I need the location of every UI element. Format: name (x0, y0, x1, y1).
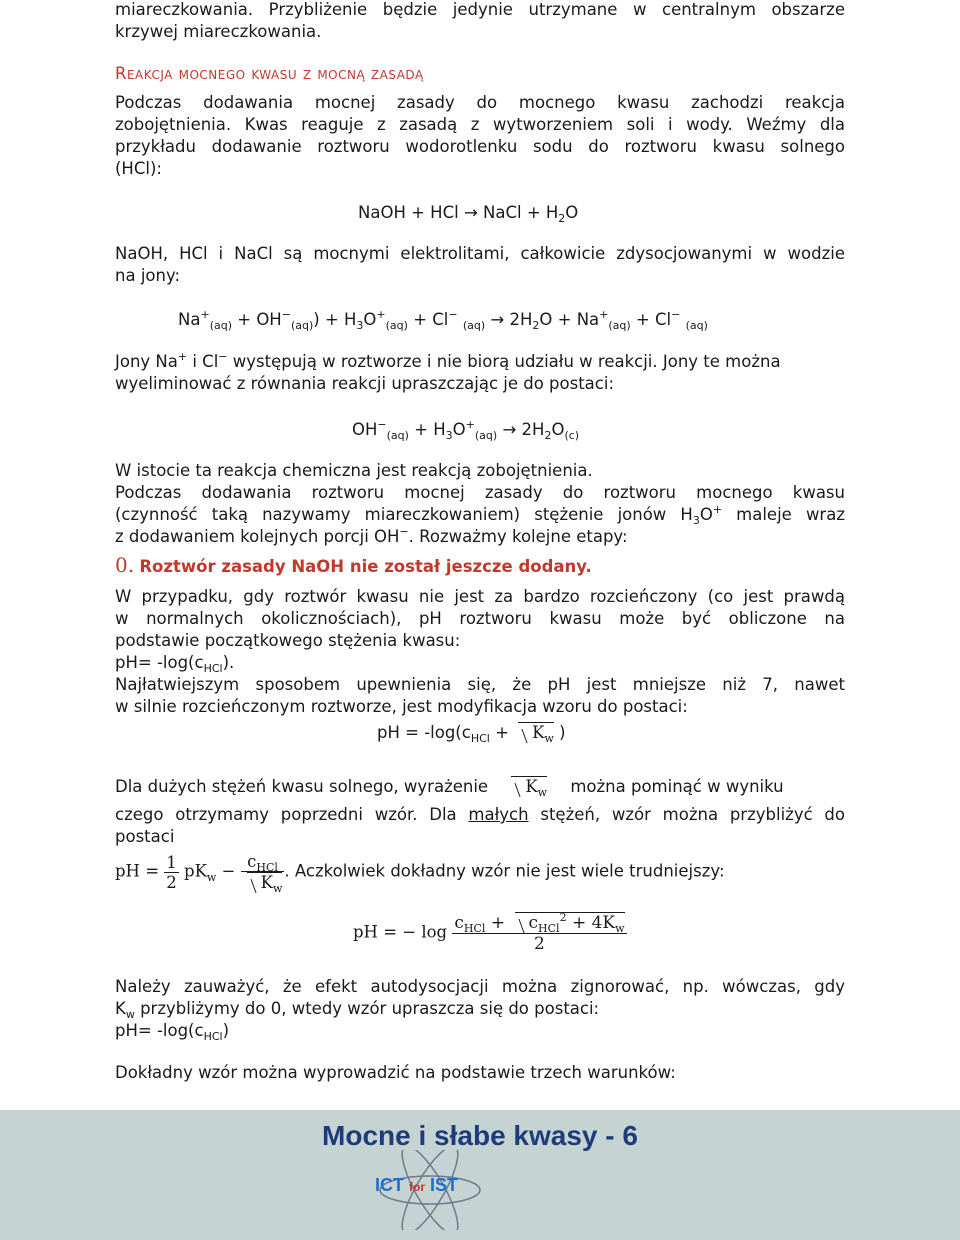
eq-text: NaCl + H (483, 203, 559, 222)
text-line: Podczas dodawania mocnej zasady do mocnego kwasu zachodzi reakcja (115, 93, 845, 112)
text-line: $K_w$ przybliżymy do 0, wtedy wzór upraszcza się do postaci: (115, 999, 600, 1021)
text-line: postaci (115, 827, 175, 846)
text-line: (czynność taką nazywamy miareczkowaniem) stężenie jonów $H_3O^+$ maleje wraz (115, 503, 845, 527)
equation-ph-exact: pH = − log $\frac{c_{HCl} + c_{HCl}^2 + 4K_w}{2}$ (353, 911, 625, 954)
text-line: przykładu dodawanie roztworu wodorotlenku sodu do roztworu kwasu solnego (115, 137, 845, 156)
equation-neutralization (358, 203, 579, 225)
text-line: (HCl): (115, 159, 162, 178)
text-line: podstawie początkowego stężenia kwasu: (115, 631, 461, 650)
text-line: w normalnych okolicznościach), pH roztworu kwasu może być obliczone na (115, 609, 845, 628)
sqrt-symbol: $K_w$ (518, 722, 554, 742)
footer-title: Mocne i słabe kwasy - 6 (322, 1120, 638, 1151)
equation-ph-modified: pH = $-\log(c_{HCl} + K_w$ ) (377, 723, 566, 745)
text-line: zobojętnienia. Kwas reaguje z zasadą z wytworzeniem soli i wody. Weźmy dla (115, 115, 845, 134)
text-line: w silnie rozcieńczonym roztworze, jest modyfikacja wzoru do postaci: (115, 697, 688, 716)
logo-text: ICT for IST (375, 1175, 459, 1195)
eq-text: NaOH + HCl (358, 203, 459, 222)
text-line: na jony: (115, 266, 181, 285)
text-line: W przypadku, gdy roztwór kwasu nie jest za bardzo rozcieńczony (co jest prawdą (115, 587, 845, 606)
text-line: miareczkowania. Przybliżenie będzie jedynie utrzymane w centralnym obszarze (115, 0, 845, 19)
arrow-icon: → (463, 203, 478, 222)
text-line: Dokładny wzór można wyprowadzić na podstawie trzech warunków: (115, 1063, 676, 1082)
text-line: Podczas dodawania roztworu mocnej zasady do roztworu mocnego kwasu (115, 483, 845, 502)
section-heading: Reakcja mocnego kwasu z mocną zasadą (115, 64, 424, 83)
formula-line: $pH= -\log(c_{HCl})$ (115, 1021, 230, 1043)
text-line: Należy zauważyć, że efekt autodysocjacji można zignorować, np. wówczas, gdy (115, 977, 845, 996)
subscript: 2 (558, 212, 566, 225)
text-line: Jony Na+ i Cl− występują w roztworze i nie biorą udziału w reakcji. Jony te można (115, 350, 781, 371)
arrow-icon: → (502, 420, 517, 439)
eq-text: O (565, 203, 579, 222)
text-line: z dodawaniem kolejnych porcji OH−. Rozważmy kolejne etapy: (115, 525, 628, 546)
arrow-icon: → (490, 310, 505, 329)
equation-simplified: $OH^-_{(aq)} + H_3O^+_{(aq)} \to 2H_2O_{(c)}$ (352, 418, 580, 442)
text-line: Dla dużych stężeń kwasu solnego, wyrażenie $K_w$ można pominąć w wyniku (115, 777, 784, 799)
text-line: W istocie ta reakcja chemiczna jest reakcją zobojętnienia. (115, 461, 593, 480)
text-line: krzywej miareczkowania. (115, 22, 322, 41)
equation-ionic: $Na^+_{(aq)} + OH^-_{(aq)}) + H_3O^+_{(aq)} + Cl^-$ $_{(aq)} \to 2H_2O + Na^+_{(aq)} + Cl^-$ $_{(aq)}$ (178, 308, 708, 332)
text-line: NaOH, HCl i NaCl są mocnymi elektrolitami, całkowicie zdysocjowanymi w wodzie (115, 244, 845, 263)
step-heading: 0. Roztwór zasady NaOH nie został jeszcze dodany. (115, 553, 592, 577)
sqrt-symbol: $K_w$ (511, 776, 547, 796)
text-line: Najłatwiejszym sposobem upewnienia się, że pH jest mniejsze niż 7, nawet (115, 675, 845, 694)
text-line: czego otrzymamy poprzedni wzór. Dla małych stężeń, wzór można przybliżyć do (115, 805, 845, 824)
equation-ph-approx: pH = $\frac{1}{2}$ $pK_w$ − $\frac{c_{HCl}}{K_w}$ . Aczkolwiek dokładny wzór nie jest wiele trudniejszy: (115, 852, 725, 895)
formula-line: $pH= -\log(c_{HCl})$. (115, 653, 235, 675)
text-line: wyeliminować z równania reakcji upraszczając je do postaci: (115, 374, 615, 393)
